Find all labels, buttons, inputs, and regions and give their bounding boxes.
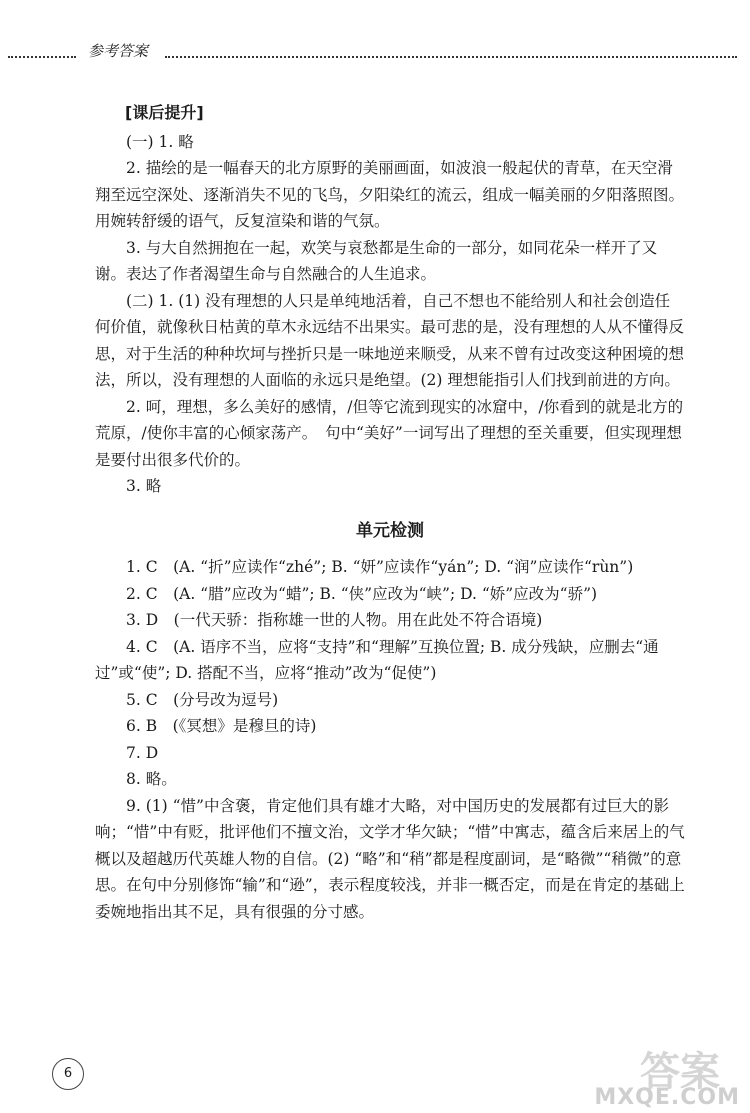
page-header (0, 40, 750, 64)
test-item: 2. C (A. “腊”应改为“蜡”; B. “侠”应改为“峡”; D. “娇”应改为“骄”) (126, 584, 598, 603)
page-content (95, 100, 692, 925)
test-item: 3. D (一代天骄：指称雄一世的人物。用在此处不符合语境) (126, 611, 543, 629)
test-item: 9. (1) “惜”中含褒，肯定他们具有雄才大略，对中国历史的发展都有过巨大的影响；“惜”中有贬，批评他们不擅文治，文学才华欠缺；“惜”中寓志，蕴含后来居上的气概以及超越历代英雄人物的自信。(2) “略”和“稍”都是程度副词，是“略微”“稍微”的意思。在句中分别修饰“输”和“逊”，表示程度较浅，并非一概否定，而是在肯定的基础上委婉地指出其不足，具有很强的分寸感。 (95, 796, 685, 921)
answer-paragraph: (二) 1. (1) 没有理想的人只是单纯地活着，自己不想也不能给别人和社会创造任何价值，就像秋日枯黄的草木永远结不出果实。最可悲的是，没有理想的人从不懂得反思，对于生活的种种坎坷与挫折只是一味地逆来顺受，从来不曾有过改变这种困境的想法，所以，没有理想的人面临的永远只是绝望。(2) 理想能指引人们找到前进的方向。 (95, 291, 685, 389)
section-heading: [课后提升] (125, 103, 204, 122)
watermark-logo (590, 1040, 740, 1110)
header-dotted-rule-left (8, 56, 76, 58)
test-item: 1. C (A. “折”应读作“zhé”; B. “妍”应读作“yán”; D. “润”应读作“rùn”) (126, 558, 634, 576)
watermark-small-text: MXQE.COM (594, 1085, 740, 1110)
answer-paragraph: 3. 略 (126, 477, 162, 495)
test-item: 5. C (分号改为逗号) (126, 690, 279, 709)
test-item: 7. D (126, 743, 159, 762)
answer-paragraph: 2. 呵，理想，多么美好的感情，/但等它流到现实的冰窟中，/你看到的就是北方的荒原，/使你丰富的心倾家荡产。 句中“美好”一词写出了理想的至关重要，但实现理想是要付出很多代价的。 (95, 397, 684, 469)
watermark-big-text: 答案 (640, 1049, 720, 1095)
page-number: 6 (52, 1058, 84, 1090)
test-item: 6. B (《冥想》是穆旦的诗) (126, 717, 317, 735)
unit-test-title: 单元检测 (356, 520, 424, 541)
answer-paragraph: (一) 1. 略 (126, 132, 194, 151)
answer-paragraph: 3. 与大自然拥抱在一起，欢笑与哀愁都是生命的一部分，如同花朵一样开了又谢。表达了作者渴望生命与自然融合的人生追求。 (95, 238, 658, 283)
answer-paragraph: 2. 描绘的是一幅春天的北方原野的美丽画面，如波浪一般起伏的青草，在天空滑翔至远空深处、逐渐消失不见的飞鸟，夕阳染红的流云，组成一幅美丽的夕阳落照图。 用婉转舒缓的语气，反复渲染和谐的气氛。 (95, 159, 692, 230)
test-item: 4. C (A. 语序不当，应将“支持”和“理解”互换位置; B. 成分残缺，应删去“通过”或“使”; D. 搭配不当，应将“推动”改为“促使”) (95, 637, 659, 682)
header-dotted-rule-right (165, 56, 737, 58)
header-title: 参考答案 (88, 42, 149, 60)
test-item: 8. 略。 (126, 770, 177, 788)
